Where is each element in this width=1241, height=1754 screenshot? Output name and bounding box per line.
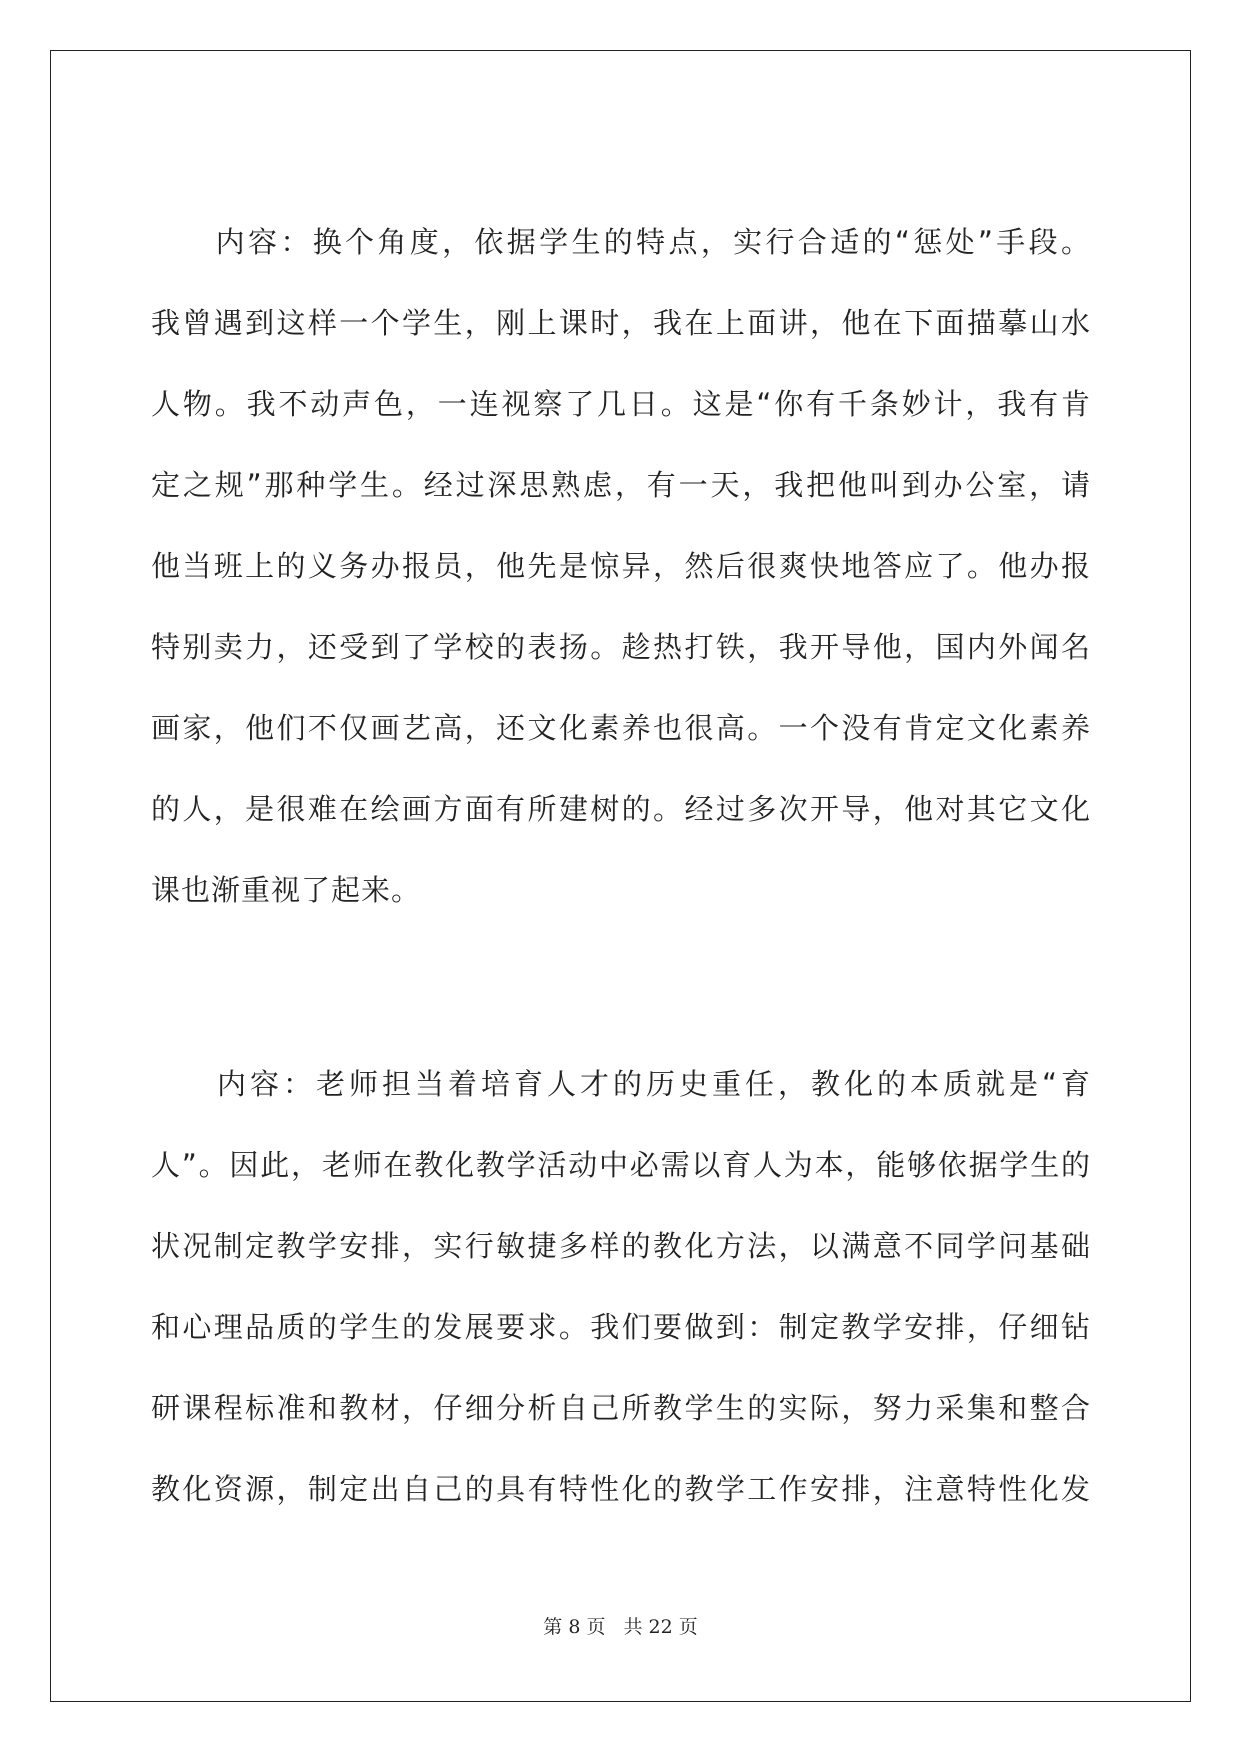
- page-footer: [0, 1612, 1241, 1639]
- text-line: 人”。因此，老师在教化教学活动中必需以育人为本，能够依据学生的: [151, 1148, 1091, 1182]
- text-line: 课也渐重视了起来。: [151, 873, 422, 907]
- text-line: 我曾遇到这样一个学生，刚上课时，我在上面讲，他在下面描摹山水: [151, 306, 1091, 340]
- paragraph-1: [151, 202, 1091, 931]
- text-line: 状况制定教学安排，实行敏捷多样的教化方法，以满意不同学问基础: [151, 1229, 1091, 1263]
- text-line: 教化资源，制定出自己的具有特性化的教学工作安排，注意特性化发: [151, 1472, 1091, 1506]
- text-line: 他当班上的义务办报员，他先是惊异，然后很爽快地答应了。他办报: [151, 549, 1091, 583]
- paragraph-2: [151, 1044, 1091, 1530]
- text-line: 人物。我不动声色，一连视察了几日。这是“你有千条妙计，我有肯: [151, 387, 1091, 421]
- text-line: 画家，他们不仅画艺高，还文化素养也很高。一个没有肯定文化素养: [151, 711, 1091, 745]
- page-number: 第 8 页: [543, 1616, 606, 1638]
- text-line: 定之规”那种学生。经过深思熟虑，有一天，我把他叫到办公室，请: [151, 468, 1091, 502]
- text-line: 内容：老师担当着培育人才的历史重任，教化的本质就是“育: [151, 1067, 1091, 1101]
- total-pages: 共 22 页: [623, 1616, 698, 1638]
- text-line: 特别卖力，还受到了学校的表扬。趁热打铁，我开导他，国内外闻名: [151, 630, 1091, 664]
- text-line: 内容：换个角度，依据学生的特点，实行合适的“惩处”手段。: [151, 225, 1091, 259]
- text-line: 的人，是很难在绘画方面有所建树的。经过多次开导，他对其它文化: [151, 792, 1091, 826]
- text-line: 和心理品质的学生的发展要求。我们要做到：制定教学安排，仔细钻: [151, 1310, 1091, 1344]
- text-line: 研课程标准和教材，仔细分析自己所教学生的实际，努力采集和整合: [151, 1391, 1091, 1425]
